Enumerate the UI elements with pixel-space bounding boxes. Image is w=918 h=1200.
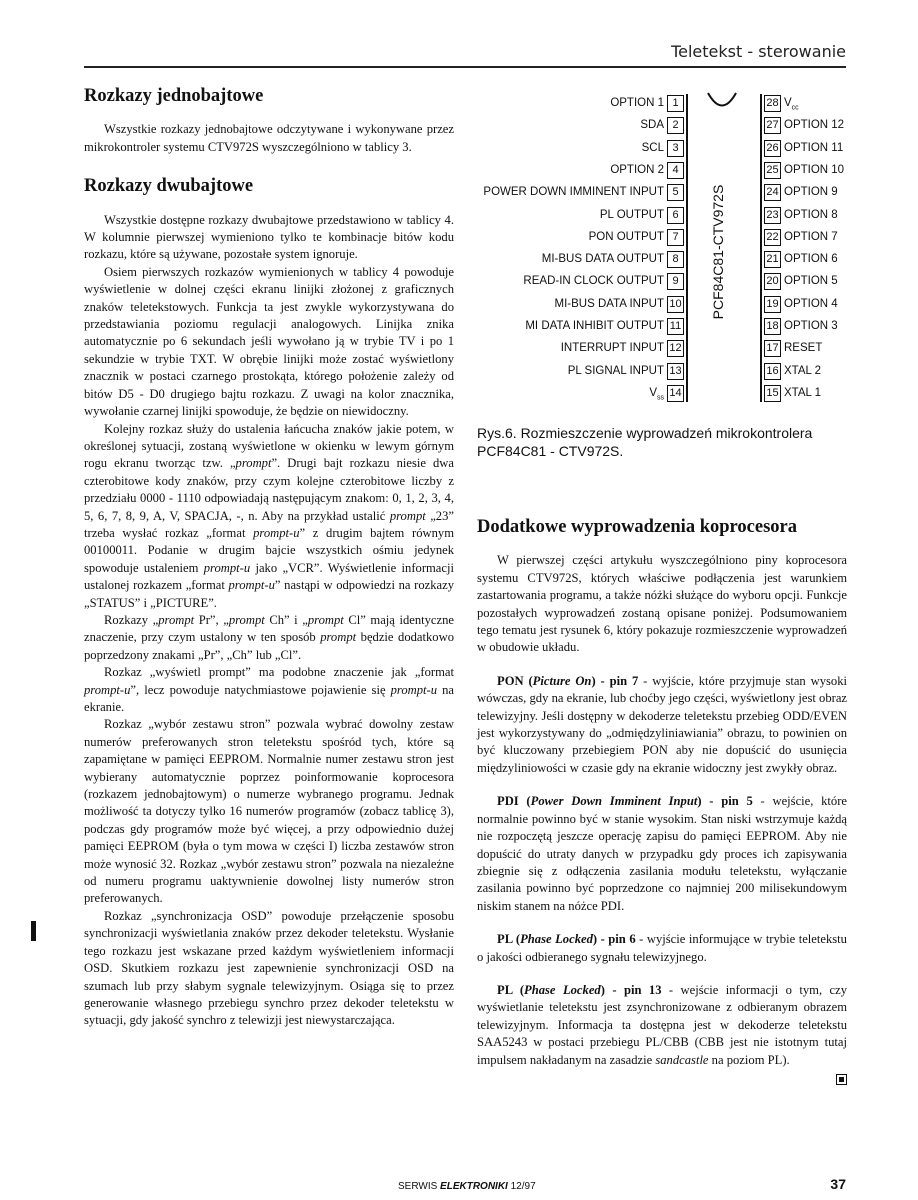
header-rule xyxy=(84,66,846,68)
right-column xyxy=(477,519,847,1090)
pin-number-right: 20 xyxy=(764,273,781,290)
margin-mark-icon xyxy=(31,921,36,941)
pin-number-left: 13 xyxy=(667,363,684,380)
pin-label-right: XTAL 1 xyxy=(784,386,822,399)
pin-number-left: 14 xyxy=(667,385,684,402)
paragraph: Kolejny rozkaz służy do ustalenia łańcucha znaków jakie potem, w określonej sytuacji, zostaną wyświetlone w okienku w lewym górnym rogu ekranu tworząc tzw. „prompt”. Drugi bajt rozkazu niesie dwa czterobitowe kody znaków, przy czym kolejne czterobitowe liczby z przedziału 0000 - 1110 odpowiadają następującym znakom: 0, 1, 2, 3, 4, 5, 6, 7, 8, 9, A, V, SPACJA, -, n. Aby na przykład ustalić prompt „23” trzeba wysłać rozkaz „format prompt-u” z drugim bajtem równym 00100011. Podanie w drugim bajcie wszystkich ośmiu jedynek spowoduje ustaleniem prompt-u jako „VCR”. Wyświetlenie informacji ustalonej rozkazem „format prompt-u” nastąpi w odpowiedzi na rozkazy „STATUS” i „PICTURE”. xyxy=(84,421,454,610)
end-of-article-icon xyxy=(836,1074,847,1085)
figure-caption: Rys.6. Rozmieszczenie wyprowadzeń mikrokontrolera PCF84C81 - CTV972S. xyxy=(477,425,813,459)
paragraph-pdi: PDI (Power Down Imminent Input) - pin 5 - wejście, które normalnie powinno być w stanie wysokim. Stan niski wstrzymuje każdą nie rozpoczętą jeszcze operację zapisu do pamięci EEPROM. Aby nie dopuścić do utraty danych w przypadku gdy proces ich zapisywania zbiegnie się z odłączenia zasilania modułu teletekstu, wyłączanie zasilania powinno być poprzedzone co najmniej 200 milisekundowym niskim stanem na nóżce PDI. xyxy=(477,794,848,913)
pin-label-left: SCL xyxy=(641,141,664,154)
pin-number-right: 16 xyxy=(764,363,781,380)
heading-additional-pins: Dodatkowe wyprowadzenia koprocesora xyxy=(477,517,797,537)
pinout-diagram xyxy=(440,92,860,412)
paragraph: Rozkaz „wybór zestawu stron” pozwala wybrać dowolny zestaw numerów preferowanych stron teletekstu spośród tych, które są zapamiętane w pamięci EEPROM. Normalnie numer zestawu stron jest wybierany automatycznie poprzez poinformowanie koprocesora (rozkazem jednobajtowym) o numerze wybranego programu. Jednak możliwość ta dotyczy tylko 16 numerów programów (zobacz tablicę 3), podczas gdy programów może być więcej, a przy odpowiednio dużej pamięci EEPROM (była o tym mowa w części I) liczba zestawów stron może wynosić 32. Rozkaz „wybór zestawu stron” pozwala na niezależne od numeru programu uaktywnienie dowolnej listy numerów stron preferowanych. xyxy=(84,717,454,906)
paragraph: Rozkaz „wyświetl prompt” ma podobne znaczenie jak „format prompt-u”, lecz powoduje natychmiastowe pojawienie się prompt-u na ekranie. xyxy=(84,665,454,714)
pin-number-left: 7 xyxy=(667,229,684,246)
paragraph: W pierwszej części artykułu wyszczególniono piny koprocesora systemu CTV972S, których właściwe podłączenia jest warunkiem zastartowania programu, a także nóżki służące do wyboru opcji. Funkcje pozostałych wyprowadzeń zostaną opisane poniżej. Podsumowaniem tego tematu jest rysunek 6, który pokazuje rozmieszczenie wyprowadzeń w obudowie układu. xyxy=(477,553,847,655)
pin-label-right: OPTION 6 xyxy=(784,253,838,266)
pin-label-left: PL OUTPUT xyxy=(599,208,664,221)
pin-label-left: $V_{ss}$ xyxy=(649,386,664,402)
pin-label-right: OPTION 12 xyxy=(784,119,845,132)
pin-number-left: 5 xyxy=(667,184,684,201)
pin-number-left: 3 xyxy=(667,140,684,157)
left-column xyxy=(84,88,454,1030)
pin-number-left: 4 xyxy=(667,162,684,179)
pin-label-right: OPTION 5 xyxy=(784,275,838,288)
chip-name: PCF84C81-CTV972S xyxy=(710,184,726,320)
pin-label-left: PL SIGNAL INPUT xyxy=(567,364,664,377)
paragraph-pl6: PL (Phase Locked) - pin 6 - wyjście informujące w trybie teletekstu o jakości odbieranego sygnału telewizyjnego. xyxy=(477,932,847,964)
paragraph: Rozkaz „synchronizacja OSD” powoduje przełączenie sposobu synchronizacji wyświetlania znaków przez dekoder teletekstu. Wysłanie tego rozkazu jest wskazane przed każdym wyświetleniem informacji OSD. Skutkiem rozkazu jest zapewnienie synchronizacji OSD na szumach lub przy słabym sygnale telewizyjnym. Osiąga się to przez generowanie własnego przebiegu synchro przez dekoder teletekstu w sytuacji, gdy jakość synchro z telewizji jest niewystarczająca. xyxy=(84,908,454,1028)
paragraph: Osiem pierwszych rozkazów wymienionych w tablicy 4 powoduje wyświetlenie w dolnej części ekranu linijki złożonej z graficznych znaków teletekstowych. Funkcja ta jest zwykle wykorzystywana do przedstawiania poziomu regulacji analogowych. Linijka znika automatycznie po 6 sekundach jeśli wywołano ją w trybie TV i po 1 sekundzie w trybie TXT. W obrębie linijki może zostać wyświetlony znacznik w postaci czarnego prostokąta, którego położenie zależy od bitów D5 - D0 drugiego bajtu rozkazu. Z uwagi na kolor znacznika, wywołanie czarnej linijki spowoduje, że będzie on niewidoczny. xyxy=(84,264,454,419)
pin-label-right: OPTION 8 xyxy=(784,208,838,221)
pin-label-right: RESET xyxy=(784,342,823,355)
pin-label-left: MI-BUS DATA OUTPUT xyxy=(541,253,664,266)
pin-label-left: MI DATA INHIBIT OUTPUT xyxy=(525,320,664,332)
page-number: 37 xyxy=(830,1176,846,1192)
pin-label-left: OPTION 2 xyxy=(610,163,664,176)
pin-number-right: 24 xyxy=(764,184,781,201)
running-title: Teletekst - sterowanie xyxy=(671,42,846,61)
pin-label-left: SDA xyxy=(640,119,664,132)
heading-two-byte: Rozkazy dwubajtowe xyxy=(84,176,254,197)
pin-number-left: 12 xyxy=(667,340,684,357)
pin-number-right: 27 xyxy=(764,117,781,134)
pin-label-right: OPTION 4 xyxy=(784,297,838,310)
pin-label-right: OPTION 11 xyxy=(784,141,844,154)
pin-number-left: 1 xyxy=(667,95,684,112)
pin-label-left: READ-IN CLOCK OUTPUT xyxy=(523,275,664,288)
paragraph: Wszystkie rozkazy jednobajtowe odczytywane i wykonywane przez mikrokontroler systemu CTV972S wyszczególniono w tablicy 3. xyxy=(84,122,454,154)
pin-number-right: 21 xyxy=(764,251,781,268)
pin-number-right: 26 xyxy=(764,140,781,157)
pin-label-right: $V_{cc}$ xyxy=(784,97,799,112)
paragraph-pon: PON (Picture On) - pin 7 - wyjście, które przyjmuje stan wysoki wówczas, gdy na ekranie, lub choćby jego części, wyświetlony jest obraz telewizyjny. Jeśli dostępny w dekoderze teletekstu przebieg ODD/EVEN jest wykorzystywany do „odmiędzyliniawiania” obrazu, to powinien on być kluczowany przebiegiem PON aby nie dopuścić do usunięcia międzyliniowości w czasie gdy na ekranie widoczny jest zwykły obraz. xyxy=(477,673,847,775)
pin-label-left: MI-BUS DATA INPUT xyxy=(554,297,664,310)
pin-label-left: INTERRUPT INPUT xyxy=(560,342,664,355)
pin-label-right: OPTION 9 xyxy=(784,186,838,199)
paragraph-pl13: PL (Phase Locked) - pin 13 - wejście informacji o tym, czy wyświetlanie teletekstu jest zsynchronizowane z odbieranym obrazem telewizyjnym. Informacja ta dostępna jest w dekoderze teletekstu SAA5243 w postaci przebiegu PL/CBB (CBB jest nie istotnym tutaj impulsem nakładanym na zasadzie sandcastle na poziom PL). xyxy=(477,982,847,1067)
pin-label-right: OPTION 7 xyxy=(784,230,838,243)
pin-number-right: 19 xyxy=(764,296,781,313)
paragraph: Wszystkie dostępne rozkazy dwubajtowe przedstawiono w tablicy 4. W kolumnie pierwszej wymieniono tylko te kombinacje bitów kodu rozkazu, które są używane, pozostałe system ignoruje. xyxy=(84,212,454,262)
paragraph: Rozkazy „prompt Pr”, „prompt Ch” i „prompt Cl” mają identyczne znaczenie, przy czym ustalony w ten sposób prompt będzie dodatkowo poprzedzony znakami „Pr”, „Ch” lub „Cl”. xyxy=(84,612,454,662)
pin-number-left: 2 xyxy=(667,117,684,134)
pin-number-right: 15 xyxy=(764,385,781,402)
pin-label-right: OPTION 10 xyxy=(784,163,845,176)
pin-number-left: 6 xyxy=(667,207,684,224)
pin-label-left: PON OUTPUT xyxy=(588,230,664,243)
pin-number-left: 10 xyxy=(667,296,684,313)
pin-number-left: 8 xyxy=(667,251,684,268)
pin-number-left: 11 xyxy=(667,318,684,335)
pin-label-left: POWER DOWN IMMINENT INPUT xyxy=(483,186,664,199)
pin-number-right: 23 xyxy=(764,207,781,224)
pin-label-left: OPTION 1 xyxy=(610,97,664,109)
pin-label-right: XTAL 2 xyxy=(784,364,822,377)
pin-number-right: 22 xyxy=(764,229,781,246)
pin-number-left: 9 xyxy=(667,273,684,290)
pin-number-right: 17 xyxy=(764,340,781,357)
footer-magazine: SERWIS ELEKTRONIKI 12/97 xyxy=(398,1181,536,1192)
pin-number-right: 28 xyxy=(764,95,781,112)
pin-label-right: OPTION 3 xyxy=(784,320,838,332)
heading-single-byte: Rozkazy jednobajtowe xyxy=(84,86,264,106)
pin-number-right: 25 xyxy=(764,162,781,179)
pin-number-right: 18 xyxy=(764,318,781,335)
